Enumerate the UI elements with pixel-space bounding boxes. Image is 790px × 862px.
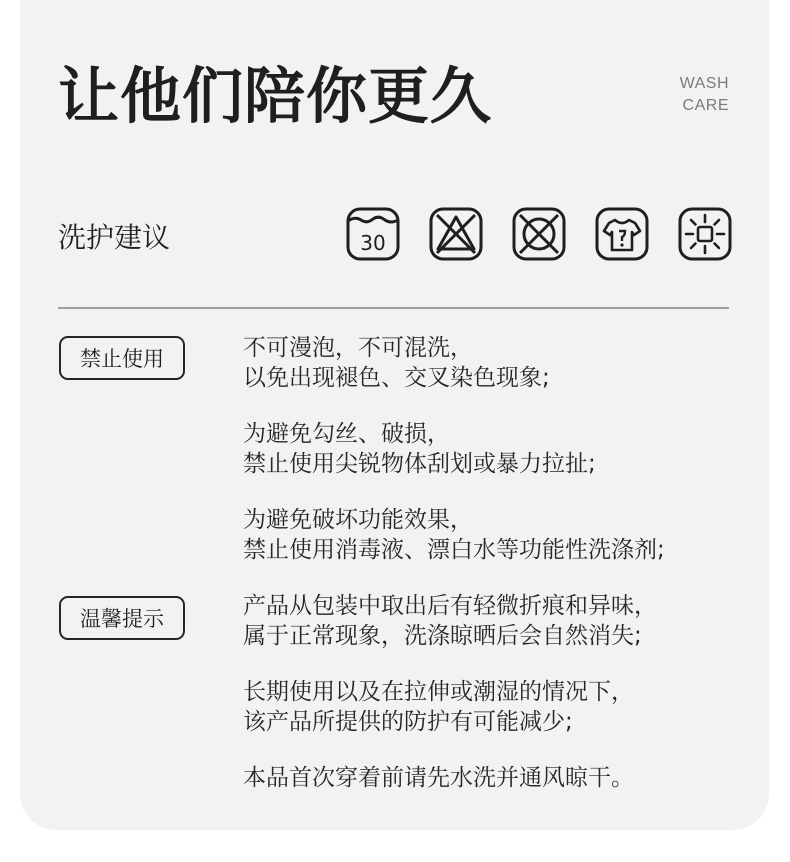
wash-care-line-1: WASH bbox=[679, 75, 729, 92]
wash-temperature-text: 30 bbox=[360, 231, 386, 255]
instruction-paragraph bbox=[243, 419, 596, 479]
instruction-paragraph bbox=[243, 591, 657, 651]
paragraph-line: 为避免破坏功能效果， bbox=[243, 507, 473, 533]
wash-30-icon bbox=[346, 207, 400, 261]
instruction-paragraph bbox=[243, 333, 550, 393]
instruction-paragraph bbox=[243, 677, 634, 737]
section-divider bbox=[58, 307, 729, 309]
paragraph-line: 该产品所提供的防护有可能减少; bbox=[243, 709, 573, 735]
wash-care-line-2: CARE bbox=[682, 97, 729, 114]
paragraph-line: 禁止使用尖锐物体刮划或暴力拉扯; bbox=[243, 451, 596, 477]
paragraph-line: 禁止使用消毒液、漂白水等功能性洗涤剂; bbox=[243, 537, 665, 563]
paragraph-line: 不可漫泡，不可混洗， bbox=[243, 335, 473, 361]
instruction-paragraph bbox=[243, 505, 665, 565]
paragraph-line: 属于正常现象，洗涤晾晒后会自然消失; bbox=[243, 623, 642, 649]
care-advice-label: 洗护建议 bbox=[58, 221, 171, 254]
hang-dry-icon bbox=[595, 207, 649, 261]
page-title: 让他们陪你更久 bbox=[58, 61, 493, 132]
paragraph-line: 为避免勾丝、破损， bbox=[243, 421, 450, 447]
dry-in-shade-icon bbox=[678, 207, 732, 261]
wash-care-label bbox=[680, 73, 729, 117]
paragraph-line: 以免出现褪色、交叉染色现象; bbox=[243, 365, 550, 391]
paragraph-line: 本品首次穿着前请先水洗并通风晾干。 bbox=[243, 765, 634, 791]
tips-tag: 温馨提示 bbox=[59, 596, 185, 640]
no-bleach-icon bbox=[429, 207, 483, 261]
paragraph-line: 长期使用以及在拉伸或潮湿的情况下， bbox=[243, 679, 634, 705]
no-tumble-dry-icon bbox=[512, 207, 566, 261]
prohibited-tag: 禁止使用 bbox=[59, 336, 185, 380]
paragraph-line: 产品从包装中取出后有轻微折痕和异味， bbox=[243, 593, 657, 619]
instruction-paragraph bbox=[243, 763, 634, 793]
care-icons-row bbox=[346, 207, 732, 261]
